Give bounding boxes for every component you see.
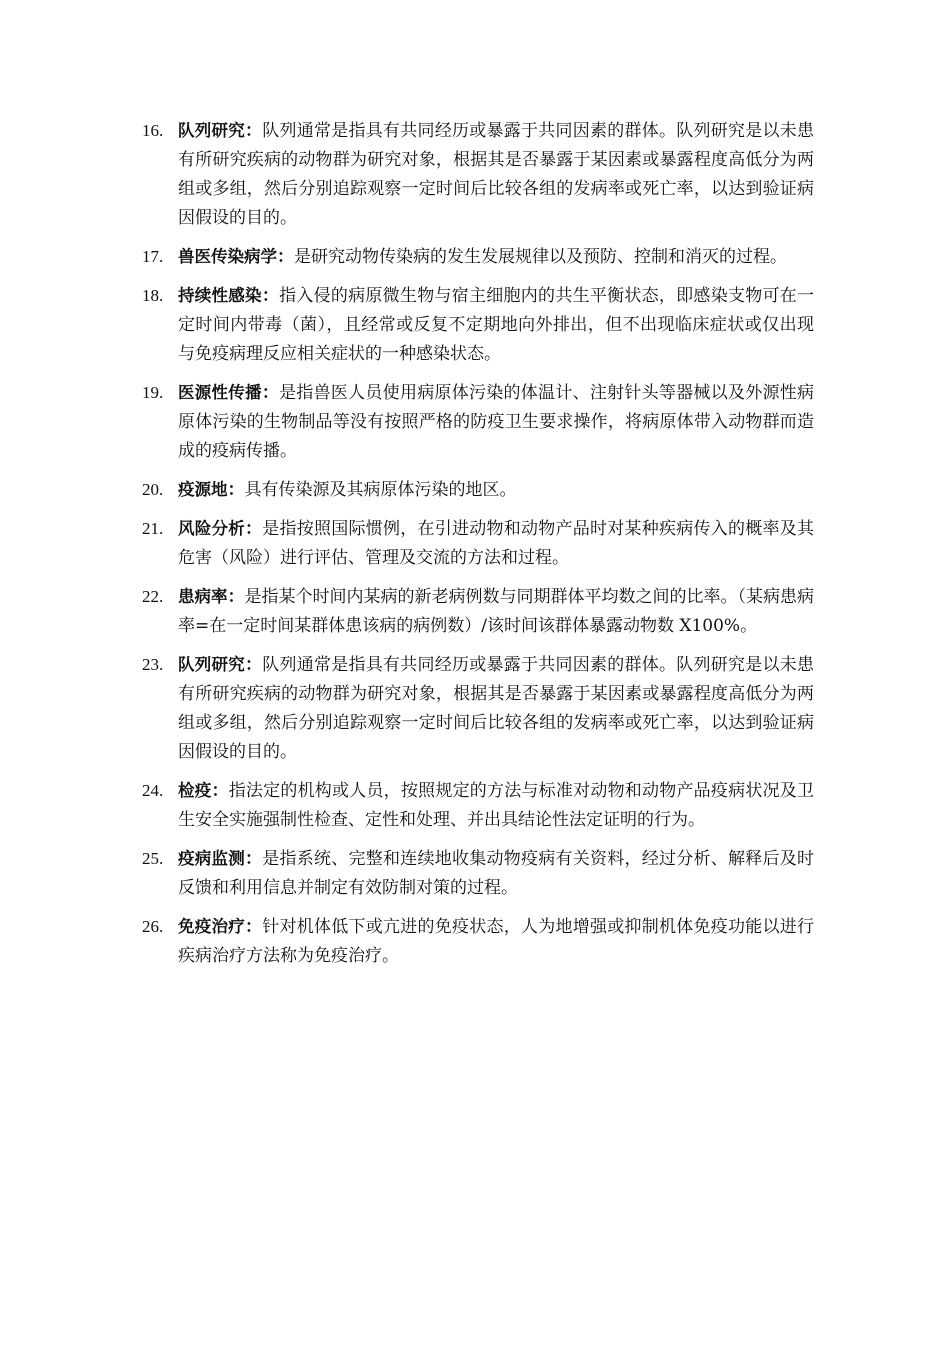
entry-definition: 指法定的机构或人员，按照规定的方法与标准对动物和动物产品疫病状况及卫生安全实施强制性检查、定性和处理、并出具结论性法定证明的行为。 (178, 781, 815, 830)
definition-entry-26 (142, 912, 814, 971)
entry-term: 检疫 (178, 781, 212, 800)
entry-separator: ： (277, 247, 294, 267)
entry-separator: ： (261, 383, 280, 403)
entry-separator: ： (245, 849, 263, 869)
entry-definition: 是指按照国际惯例，在引进动物和动物产品时对某种疾病传入的概率及其危害（风险）进行评估、管理及交流的方法和过程。 (178, 519, 814, 568)
entry-term: 兽医传染病学 (178, 247, 277, 266)
definition-entry-22 (142, 582, 814, 641)
entry-number: 20. (142, 480, 164, 499)
entry-term: 疫源地 (178, 480, 228, 499)
definition-list (142, 116, 814, 980)
entry-separator: ： (227, 480, 245, 500)
entry-number: 24. (142, 781, 164, 800)
entry-definition: 是指某个时间内某病的新老病例数与同期群体平均数之间的比率。（某病患病率=在一定时间某群体患该病的病例数）/该时间该群体暴露动物数 X100%。 (178, 587, 814, 636)
entry-term: 风险分析 (178, 519, 245, 538)
entry-number: 18. (142, 286, 164, 305)
entry-number: 21. (142, 519, 164, 538)
entry-number: 19. (142, 383, 164, 402)
definition-entry-20 (142, 475, 814, 505)
entry-separator: ： (245, 917, 263, 937)
entry-number: 16. (142, 121, 164, 140)
entry-separator: ： (245, 121, 263, 141)
entry-definition: 是指兽医人员使用病原体污染的体温计、注射针头等器械以及外源性病原体污染的生物制品等没有按照严格的防疫卫生要求操作，将病原体带入动物群而造成的疫病传播。 (178, 383, 815, 461)
entry-number: 22. (142, 587, 164, 606)
definition-entry-23 (142, 650, 814, 767)
entry-term: 疫病监测 (178, 849, 245, 868)
entry-separator: ： (261, 286, 280, 306)
entry-term: 免疫治疗 (178, 917, 245, 936)
definition-entry-16 (142, 116, 814, 233)
entry-definition: 是指系统、完整和连续地收集动物疫病有关资料，经过分析、解释后及时反馈和利用信息并制定有效防制对策的过程。 (178, 849, 814, 898)
entry-number: 25. (142, 849, 164, 868)
entry-definition: 队列通常是指具有共同经历或暴露于共同因素的群体。队列研究是以未患有所研究疾病的动物群为研究对象，根据其是否暴露于某因素或暴露程度高低分为两组或多组，然后分别追踪观察一定时间后比较各组的发病率或死亡率，以达到验证病因假设的目的。 (178, 121, 814, 228)
entry-term: 医源性传播 (178, 383, 262, 402)
definition-entry-21 (142, 514, 814, 573)
definition-entry-17 (142, 242, 814, 272)
entry-separator: ： (245, 519, 263, 539)
entry-separator: ： (227, 587, 245, 607)
entry-term: 患病率 (178, 587, 228, 606)
entry-definition: 是研究动物传染病的发生发展规律以及预防、控制和消灭的过程。 (294, 247, 787, 267)
entry-term: 队列研究 (178, 655, 245, 674)
entry-definition: 具有传染源及其病原体污染的地区。 (244, 480, 517, 500)
definition-entry-18 (142, 281, 814, 369)
entry-term: 持续性感染 (178, 286, 262, 305)
entry-number: 17. (142, 247, 164, 266)
entry-separator: ： (245, 655, 263, 675)
definition-entry-24 (142, 776, 814, 835)
definition-entry-25 (142, 844, 814, 903)
entry-number: 23. (142, 655, 164, 674)
entry-number: 26. (142, 917, 164, 936)
entry-separator: ： (211, 781, 229, 801)
entry-definition: 队列通常是指具有共同经历或暴露于共同因素的群体。队列研究是以未患有所研究疾病的动物群为研究对象，根据其是否暴露于某因素或暴露程度高低分为两组或多组，然后分别追踪观察一定时间后比较各组的发病率或死亡率，以达到验证病因假设的目的。 (178, 655, 814, 762)
entry-definition: 指入侵的病原微生物与宿主细胞内的共生平衡状态，即感染支物可在一定时间内带毒（菌），且经常或反复不定期地向外排出，但不出现临床症状或仅出现与免疫病理反应相关症状的一种感染状态。 (178, 286, 815, 364)
definition-entry-19 (142, 378, 814, 466)
entry-definition: 针对机体低下或亢进的免疫状态，人为地增强或抑制机体免疫功能以进行疾病治疗方法称为免疫治疗。 (178, 917, 814, 966)
entry-term: 队列研究 (178, 121, 245, 140)
